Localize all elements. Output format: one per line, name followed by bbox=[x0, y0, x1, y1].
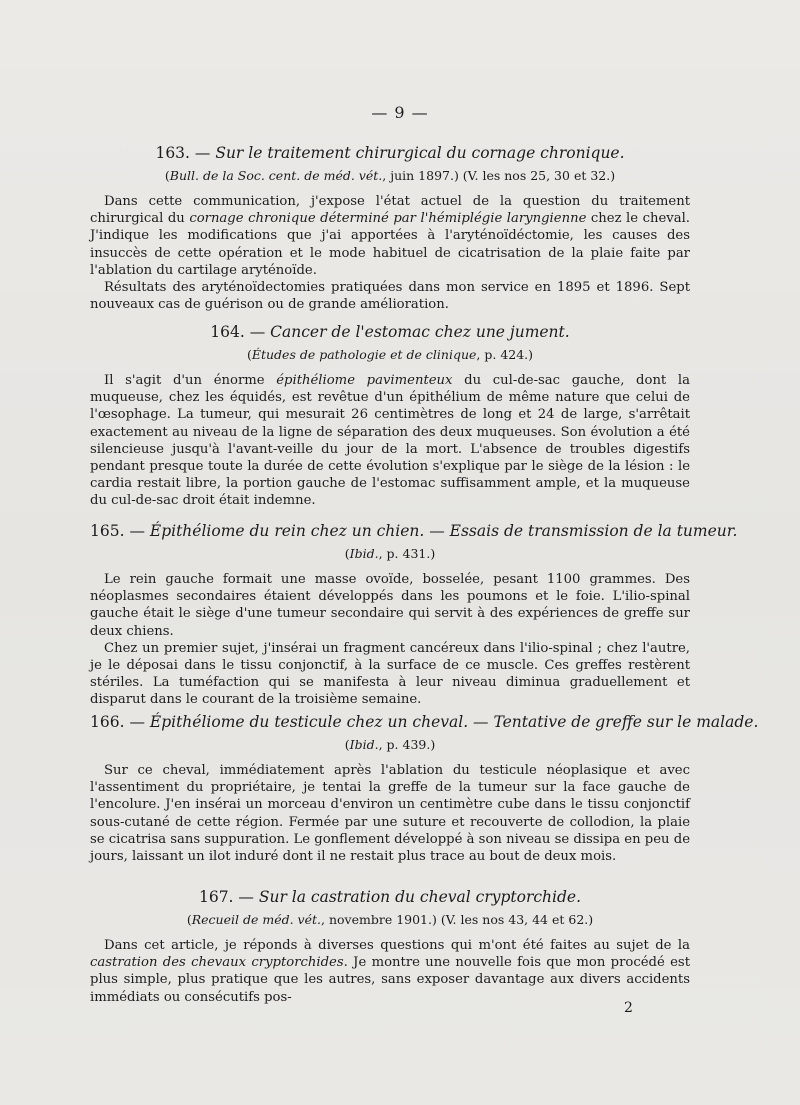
entry-number: 165. bbox=[90, 522, 125, 540]
entry-source: (Ibid., p. 439.) bbox=[344, 737, 436, 752]
entry-number: 167. bbox=[198, 888, 234, 906]
paragraph: Résultats des aryténoïdectomies pratiquées dans mon service en 1895 et 1896. Sept nouveaux cas de guérison ou de grande amélioration. bbox=[90, 280, 690, 313]
entry-title-text: Épithéliome du testicule chez un cheval. — Tentative de greffe sur le malade. bbox=[149, 713, 759, 731]
entry-167 bbox=[90, 887, 690, 1006]
entry-title: 165. — Épithéliome du rein chez un chien. — Essais de transmission de la tumeur. bbox=[90, 522, 738, 540]
entry-title-text: Cancer de l'estomac chez une jument. bbox=[270, 323, 570, 341]
entry-title: 164. — Cancer de l'estomac chez une jument. bbox=[210, 323, 570, 341]
entry-number: 164. bbox=[210, 323, 245, 341]
paragraph: Chez un premier sujet, j'insérai un fragment cancéreux dans l'ilio-spinal ; chez l'autre, je le déposai dans le tissu conjonctif, à la surface de ce muscle. Ces greffes restèrent stériles. La tuméfaction qui se manifesta à leur niveau diminua graduellement et disparut dans le courant de la troisième semaine. bbox=[90, 640, 690, 708]
entry-body bbox=[90, 193, 690, 313]
entry-body bbox=[90, 571, 690, 709]
paragraph: Sur ce cheval, immédiatement après l'ablation du testicule néoplasique et avec l'assentiment du propriétaire, je tentai la greffe de la tumeur sur la face gauche de l'encolure. J'en insérai un morceau d'environ un centimètre cube dans le tissu conjonctif sous-cutané de cette région. Fermée par une suture et recouverte de collodion, la plaie se cicatrisa sans suppuration. Le gonflement développé à son niveau se dissipa en peu de jours, laissant un ilot induré dont il ne restait plus trace au bout de deux mois. bbox=[90, 763, 690, 865]
entry-body bbox=[90, 372, 690, 510]
entry-title-text: Épithéliome du rein chez un chien. — Essais de transmission de la tumeur. bbox=[149, 522, 738, 540]
entry-166 bbox=[90, 712, 759, 865]
paragraph: Dans cette communication, j'expose l'état actuel de la question du traitement chirurgical du cornage chronique déterminé par l'hémiplégie laryngienne chez le cheval. J'indique les modifications que j'ai apportées à l'aryténoïdéctomie, les causes des insuccès de cette opération et le mode habituel de cicatrisation de la plaie faite par l'ablation du cartilage aryténoïde. bbox=[90, 194, 690, 278]
entry-title: 163. — Sur le traitement chirurgical du cornage chronique. bbox=[155, 144, 625, 162]
entry-163 bbox=[90, 143, 690, 313]
entry-164 bbox=[90, 322, 690, 510]
signature-mark: 2 bbox=[624, 1000, 633, 1016]
paragraph: Dans cet article, je réponds à diverses questions qui m'ont été faites au sujet de la castration des chevaux cryptorchides. Je montre une nouvelle fois que mon procédé est plus simple, plus pratique que les autres, sans exposer davantage aux divers accidents immédiats ou consécutifs pos- bbox=[90, 938, 690, 1005]
page-number: — 9 — bbox=[371, 103, 429, 122]
entry-body bbox=[90, 762, 690, 865]
paragraph: Il s'agit d'un énorme épithéliome pavimenteux du cul-de-sac gauche, dont la muqueuse, chez les équidés, est revêtue d'un épithélium de même nature que celui de l'œsophage. La tumeur, qui mesurait 26 centimètres de long et 24 de large, s'arrêtait exactement au niveau de la ligne de séparation des deux muqueuses. Son évolution a été silencieuse jusqu'à l'avant-veille du jour de la mort. L'absence de troubles digestifs pendant presque toute la durée de cette évolution s'explique par le siège de la lésion : le cardia restait libre, la portion gauche de l'estomac suffisamment ample, et la muqueuse du cul-de-sac droit était indemne. bbox=[90, 373, 690, 509]
entry-body bbox=[90, 937, 690, 1006]
entry-number: 163. bbox=[155, 144, 190, 162]
entry-title-text: Sur le traitement chirurgical du cornage chronique. bbox=[215, 144, 625, 162]
entry-source: (Ibid., p. 431.) bbox=[344, 546, 436, 561]
entry-165 bbox=[90, 521, 738, 709]
entry-source: (Bull. de la Soc. cent. de méd. vét., juin 1897.) (V. les nos 25, 30 et 32.) bbox=[164, 168, 616, 183]
entry-source: (Études de pathologie et de clinique, p. 424.) bbox=[246, 347, 534, 362]
paragraph: Le rein gauche formait une masse ovoïde, bosselée, pesant 1100 grammes. Des néoplasmes secondaires étaient développés dans les poumons et le foie. L'ilio-spinal gauche était le siège d'une tumeur secondaire qui servit à des expériences de greffe sur deux chiens. bbox=[90, 572, 690, 639]
entry-source: (Recueil de méd. vét., novembre 1901.) (V. les nos 43, 44 et 62.) bbox=[186, 912, 594, 927]
entry-title: 167. — Sur la castration du cheval cryptorchide. bbox=[198, 888, 582, 906]
entry-number: 166. bbox=[90, 713, 125, 731]
entry-title-text: Sur la castration du cheval cryptorchide. bbox=[258, 888, 582, 906]
entry-title: 166. — Épithéliome du testicule chez un cheval. — Tentative de greffe sur le malade. bbox=[90, 713, 759, 731]
